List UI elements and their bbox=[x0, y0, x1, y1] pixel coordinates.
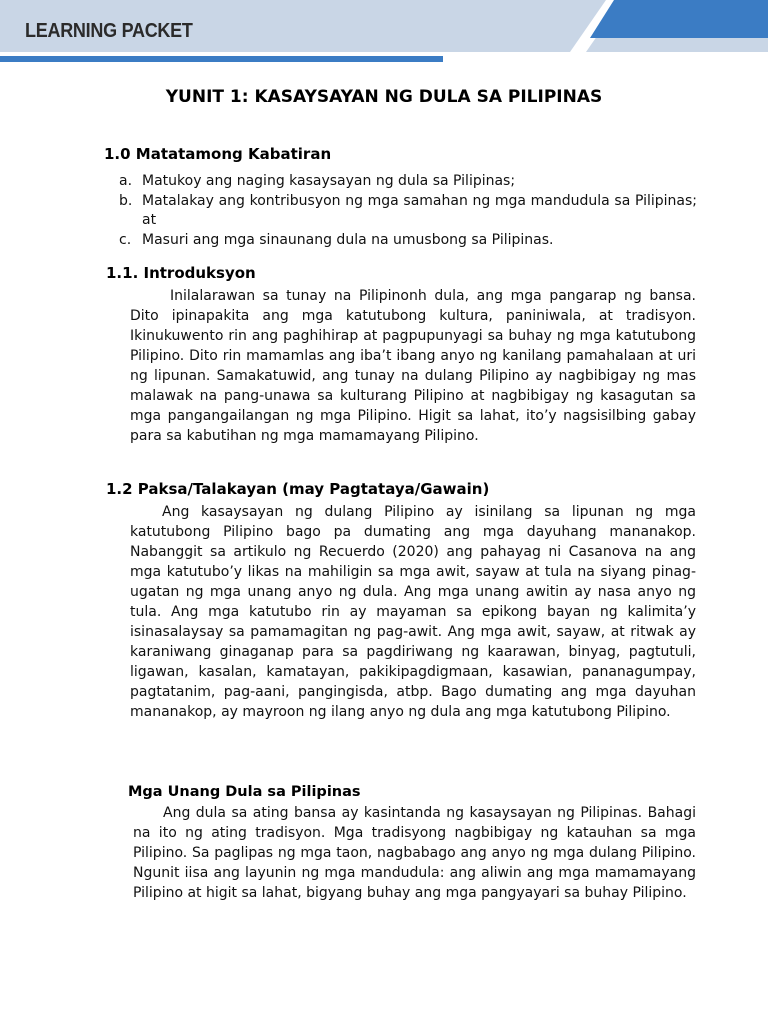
list-marker: b. bbox=[119, 192, 133, 209]
early-plays-paragraph: Ang dula sa ating bansa ay kasintanda ng kasaysayan ng Pilipinas. Bahagi na ito ng ating tradisyon. Mga tradisyong nagbibigay ng katauhan sa mga Pilipino. Sa paglipas ng mga taon, nagbabago ang anyo ng mga dulang Pilipino. Ngunit iisa ang layunin ng mga mandudula: ang aliwin ang mga mamamayang Pilipino at higit sa lahat, bigyang buhay ang mga pangyayari sa buhay Pilipino. bbox=[133, 805, 696, 901]
list-item-text: Masuri ang mga sinaunang dula na umusbong sa Pilipinas. bbox=[142, 231, 554, 248]
topic-paragraph: Ang kasaysayan ng dulang Pilipino ay isinilang sa lipunan ng mga katutubong Pilipino bago pa dumating ang mga dayuhang mananakop. Nabanggit sa artikulo ng Recuerdo (2020) ang pahayag ni Casanova na ang mga katutubo’y likas na mahiligin sa mga awit, sayaw at tula na siyang pinag-ugatan ng mga unang anyo ng dula. Ang mga unang awitin ay nasa anyo ng tula. Ang mga katutubo rin ay mayaman sa epikong bayan ng kalimita’y isinasalaysay sa pamamagitan ng pag-awit. Ang mga awit, sayaw, at ritwak ay karaniwang ginaganap para sa pagdiriwang ng kaarawan, binyag, pagtutuli, ligawan, kasalan, kamatayan, pakikipagdigmaan, kasawian, pananagumpay, pagtatanim, pag-aani, pangingisda, atbp. Bago dumating ang mga dayuhan mananakop, ay mayroon ng ilang anyo ng dula ang mga katutubong Pilipino. bbox=[130, 504, 696, 720]
list-item bbox=[119, 192, 697, 231]
objectives-list bbox=[119, 172, 697, 250]
early-plays-heading: Mga Unang Dula sa Pilipinas bbox=[128, 784, 361, 800]
list-item-text: Matalakay ang kontribusyon ng mga samahan ng mga mandudula sa Pilipinas; at bbox=[142, 192, 697, 228]
header-rule bbox=[0, 56, 443, 62]
list-item bbox=[119, 172, 697, 192]
page-title: YUNIT 1: KASAYSAYAN NG DULA SA PILIPINAS bbox=[165, 87, 603, 107]
intro-paragraph: Inilalarawan sa tunay na Pilipinonh dula, ang mga pangarap ng bansa. Dito ipinapakita ang mga katutubong kultura, paniniwala, at tradisyon. Ikinukuwento rin ang paghihirap at pagpupunyagi sa buhay ng mga katutubong Pilipino. Dito rin mamamlas ang iba’t ibang anyo ng kanilang pamahalaan at uri ng lipunan. Samakatuwid, ang tunay na dulang Pilipino ay nagbibigay ng mas malawak na pang-unawa sa kulturang Pilipino at nagbibigay ng kasagutan sa mga pangangailangan ng mga Pilipino. Higit sa lahat, ito’y nagsisilbing gabay para sa kabutihan ng mga mamamayang Pilipino. bbox=[130, 288, 696, 444]
banner-accent-block bbox=[590, 0, 768, 38]
list-item bbox=[119, 231, 697, 251]
objectives-heading: 1.0 Matatamong Kabatiran bbox=[104, 145, 332, 163]
banner-title: LEARNING PACKET bbox=[25, 20, 193, 42]
list-marker: c. bbox=[119, 231, 132, 248]
topic-heading: 1.2 Paksa/Talakayan (may Pagtataya/Gawain) bbox=[106, 480, 490, 498]
list-marker: a. bbox=[119, 173, 133, 189]
intro-heading: 1.1. Introduksyon bbox=[106, 264, 256, 282]
list-item-text: Matukoy ang naging kasaysayan ng dula sa Pilipinas; bbox=[142, 173, 516, 189]
